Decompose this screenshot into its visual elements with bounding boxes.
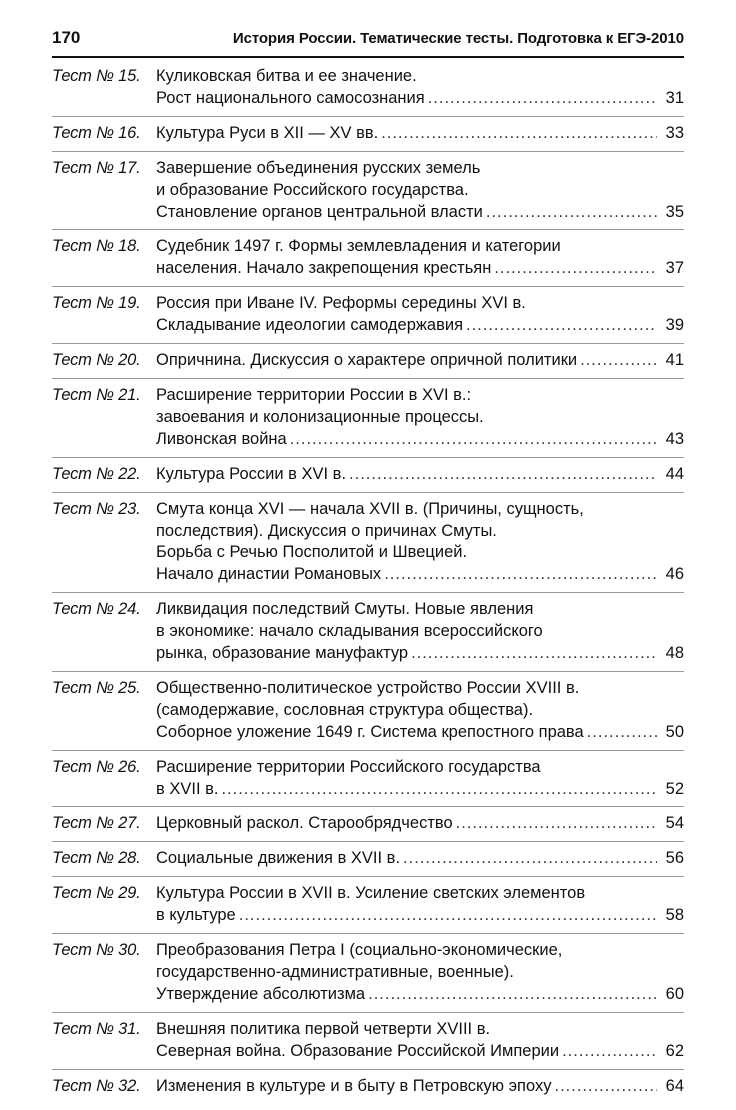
entry-last-line <box>156 464 684 486</box>
entry-title-line: Борьба с Речью Посполитой и Швецией. <box>156 543 468 562</box>
toc-entry <box>52 1019 684 1070</box>
entry-last-line <box>156 202 684 224</box>
page-ref: 62 <box>665 1041 684 1060</box>
entry-title-line: Соборное уложение 1649 г. Система крепостного права <box>156 722 584 741</box>
test-label: Тест № 16. <box>52 123 141 142</box>
entry-title-line: Судебник 1497 г. Формы землевладения и категории <box>156 237 561 256</box>
test-label: Тест № 31. <box>52 1019 141 1038</box>
page-ref: 56 <box>665 849 684 868</box>
dot-leader <box>494 258 657 280</box>
entry-title <box>156 848 684 870</box>
dot-leader <box>221 779 657 801</box>
test-label: Тест № 18. <box>52 237 141 256</box>
page-ref: 35 <box>665 202 684 221</box>
entry-title-line: Завершение объединения русских земель <box>156 158 481 177</box>
entry-title <box>156 940 684 1006</box>
page-ref: 58 <box>665 906 684 925</box>
entry-title-line: в экономике: начало складывания всероссийского <box>156 622 543 641</box>
entry-title-line: последствия). Дискуссия о причинах Смуты. <box>156 521 497 540</box>
toc-entry <box>52 385 684 458</box>
dot-leader <box>349 464 657 486</box>
dot-leader <box>428 88 657 110</box>
entry-last-line <box>156 315 684 337</box>
page-ref: 60 <box>665 984 684 1003</box>
entry-title-line: и образование Российского государства. <box>156 180 469 199</box>
toc-entry <box>52 350 684 379</box>
entry-title-line: Общественно-политическое устройство России XVIII в. <box>156 678 580 697</box>
entry-title-line: Рост национального самосознания <box>156 88 425 107</box>
page-ref: 43 <box>665 429 684 448</box>
dot-leader <box>384 564 657 586</box>
dot-leader <box>403 848 657 870</box>
book-page <box>52 27 684 1110</box>
entry-title <box>156 464 684 486</box>
entry-last-line <box>156 429 684 451</box>
dot-leader <box>466 315 657 337</box>
entry-title-line: Культура России в XVI в. <box>156 464 347 483</box>
entry-title <box>156 883 684 927</box>
test-label: Тест № 19. <box>52 294 141 313</box>
entry-title <box>156 350 684 372</box>
entry-title-line: Начало династии Романовых <box>156 565 382 584</box>
entry-title <box>156 757 684 801</box>
entry-title-line: в культуре <box>156 906 236 925</box>
entry-last-line <box>156 258 684 280</box>
dot-leader <box>411 643 657 665</box>
entry-title <box>156 123 684 145</box>
entry-last-line <box>156 779 684 801</box>
toc-entry <box>52 678 684 751</box>
entry-title <box>156 599 684 665</box>
page-ref: 41 <box>665 351 684 370</box>
test-label: Тест № 17. <box>52 158 141 177</box>
entry-title-line: Расширение территории Российского государства <box>156 757 541 776</box>
dot-leader <box>456 813 657 835</box>
test-label: Тест № 28. <box>52 849 141 868</box>
toc-entry <box>52 123 684 152</box>
entry-title-line: Изменения в культуре и в быту в Петровскую эпоху <box>156 1076 552 1095</box>
page-ref: 46 <box>665 565 684 584</box>
entry-title-line: Становление органов центральной власти <box>156 202 483 221</box>
page-number: 170 <box>52 28 81 47</box>
entry-title-line: (самодержавие, сословная структура общества). <box>156 700 534 719</box>
entry-title-line: Социальные движения в XVII в. <box>156 849 401 868</box>
test-label: Тест № 24. <box>52 600 141 619</box>
entry-last-line <box>156 564 684 586</box>
toc-entry <box>52 293 684 344</box>
entry-title-line: Опричнина. Дискуссия о характере опричной политики <box>156 351 578 370</box>
entry-title-line: Утверждение абсолютизма <box>156 984 366 1003</box>
entry-last-line <box>156 905 684 927</box>
test-label: Тест № 22. <box>52 464 141 483</box>
toc-entry <box>52 464 684 493</box>
entry-last-line <box>156 88 684 110</box>
toc-entry <box>52 1076 684 1104</box>
page-ref: 39 <box>665 316 684 335</box>
entry-title <box>156 293 684 337</box>
entry-title <box>156 678 684 744</box>
dot-leader <box>381 123 657 145</box>
entry-last-line <box>156 350 684 372</box>
toc-entry <box>52 883 684 934</box>
page-ref: 54 <box>665 814 684 833</box>
entry-title-line: Смута конца XVI — начала XVII в. (Причины, сущность, <box>156 499 584 518</box>
entry-title <box>156 499 684 587</box>
entry-title-line: Культура России в XVII в. Усиление светских элементов <box>156 884 586 903</box>
toc-entry <box>52 848 684 877</box>
dot-leader <box>580 350 657 372</box>
entry-last-line <box>156 1041 684 1063</box>
entry-last-line <box>156 813 684 835</box>
dot-leader <box>587 722 657 744</box>
toc-entry <box>52 757 684 808</box>
test-label: Тест № 29. <box>52 884 141 903</box>
dot-leader <box>486 202 657 224</box>
entry-title <box>156 66 684 110</box>
test-label: Тест № 25. <box>52 678 141 697</box>
entry-last-line <box>156 722 684 744</box>
entry-title-line: Культура Руси в XII — XV вв. <box>156 123 379 142</box>
entry-title-line: Россия при Иване IV. Реформы середины XVI в. <box>156 294 526 313</box>
test-label: Тест № 32. <box>52 1076 141 1095</box>
page-ref: 31 <box>665 88 684 107</box>
entry-title <box>156 1076 684 1098</box>
test-label: Тест № 27. <box>52 814 141 833</box>
test-label: Тест № 15. <box>52 67 141 85</box>
test-label: Тест № 30. <box>52 941 141 960</box>
dot-leader <box>368 984 657 1006</box>
entry-title-line: государственно-административные, военные). <box>156 963 514 981</box>
dot-leader <box>562 1041 657 1063</box>
entry-title <box>156 158 684 224</box>
entry-title-line: Преобразования Петра I (социально-экономические, <box>156 941 563 960</box>
toc-entry <box>52 499 684 594</box>
entry-title-line: Церковный раскол. Старообрядчество <box>156 814 453 833</box>
dot-leader <box>290 429 657 451</box>
test-label: Тест № 23. <box>52 499 141 518</box>
entry-last-line <box>156 1076 684 1098</box>
entry-title <box>156 813 684 835</box>
entry-last-line <box>156 848 684 870</box>
page-header <box>52 27 684 58</box>
page-ref: 44 <box>665 464 684 483</box>
test-label: Тест № 26. <box>52 757 141 776</box>
entry-title-line: в XVII в. <box>156 779 219 798</box>
entry-title-line: Ликвидация последствий Смуты. Новые явления <box>156 600 534 619</box>
toc-entry <box>52 236 684 287</box>
entry-title-line: Ливонская война <box>156 429 287 448</box>
entry-title-line: рынка, образование мануфактур <box>156 644 409 663</box>
entry-title-line: Куликовская битва и ее значение. <box>156 67 417 85</box>
entry-title <box>156 1019 684 1063</box>
toc-entry <box>52 940 684 1013</box>
dot-leader <box>239 905 657 927</box>
entry-last-line <box>156 643 684 665</box>
entry-last-line <box>156 984 684 1006</box>
dot-leader <box>554 1076 657 1098</box>
table-of-contents <box>52 66 684 1104</box>
entry-title-line: завоевания и колонизационные процессы. <box>156 407 484 426</box>
toc-entry <box>52 158 684 231</box>
page-ref: 64 <box>665 1076 684 1095</box>
entry-title <box>156 236 684 280</box>
page-ref: 50 <box>665 722 684 741</box>
test-label: Тест № 21. <box>52 385 141 404</box>
toc-entry <box>52 813 684 842</box>
page-ref: 33 <box>665 123 684 142</box>
entry-title-line: Внешняя политика первой четверти XVIII в. <box>156 1019 491 1038</box>
page-ref: 37 <box>665 259 684 278</box>
entry-title-line: Расширение территории России в XVI в.: <box>156 385 472 404</box>
entry-title-line: Северная война. Образование Российской Империи <box>156 1041 560 1060</box>
running-title: История России. Тематические тесты. Подготовка к ЕГЭ-2010 <box>232 30 684 47</box>
toc-entry <box>52 599 684 672</box>
toc-entry <box>52 66 684 117</box>
entry-title <box>156 385 684 451</box>
page-ref: 52 <box>665 779 684 798</box>
entry-title-line: Складывание идеологии самодержавия <box>156 316 464 335</box>
test-label: Тест № 20. <box>52 351 141 370</box>
page-ref: 48 <box>665 644 684 663</box>
entry-title-line: населения. Начало закрепощения крестьян <box>156 259 492 278</box>
entry-last-line <box>156 123 684 145</box>
